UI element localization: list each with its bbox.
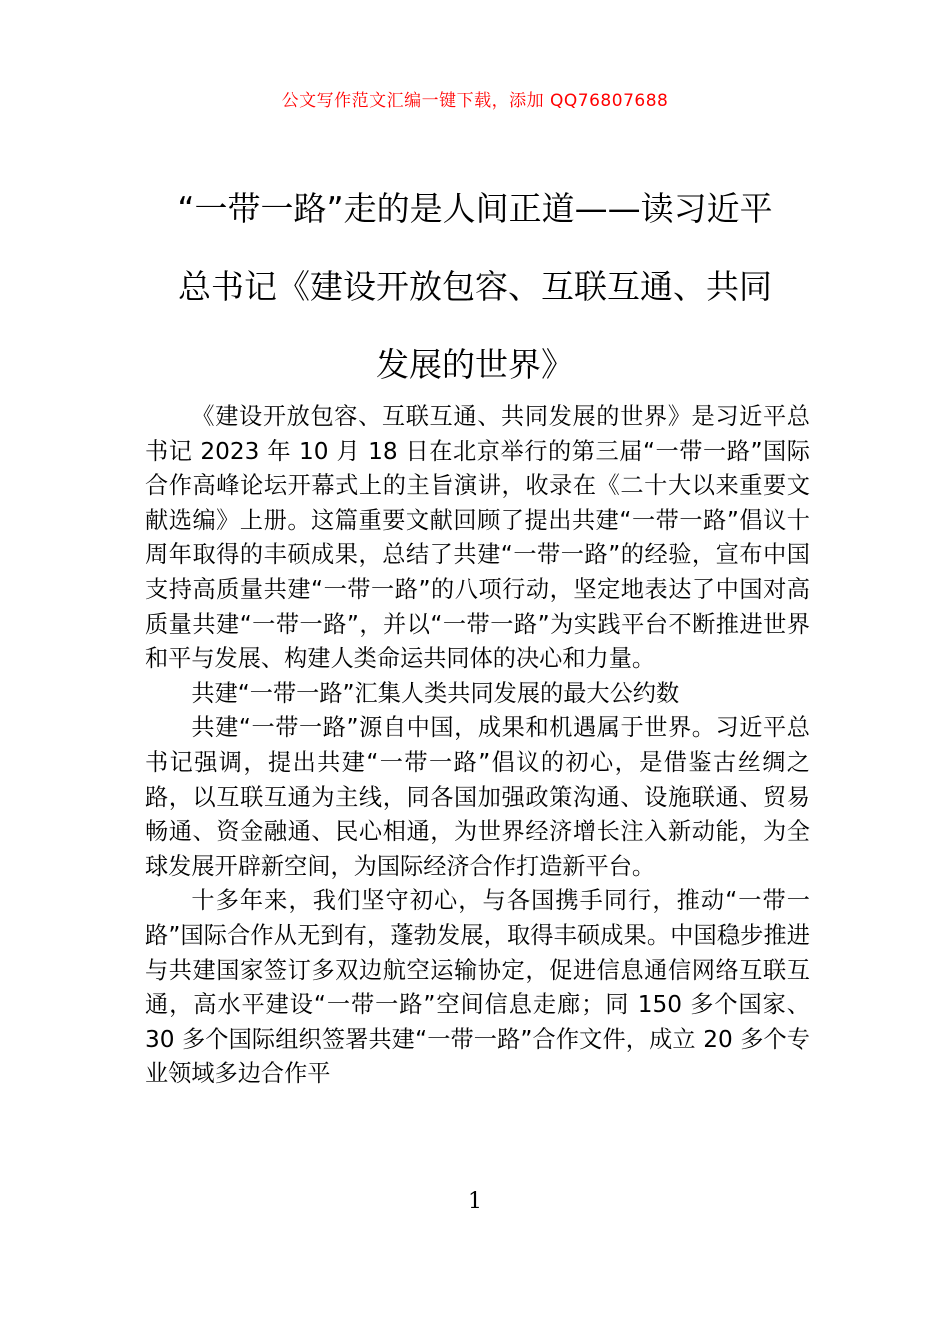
paragraph-achievements: 十多年来，我们坚守初心，与各国携手同行，推动“一带一路”国际合作从无到有，蓬勃发展，取得丰硕成果。中国稳步推进与共建国家签订多双边航空运输协定，促进信息通信网络互联互通，高水平建设“一带一路”空间信息走廊；同 150 多个国家、30 多个国际组织签署共建“一带一路”合作文件，成立 20 多个专业领域多边合作平 <box>145 887 810 1088</box>
title-line-1: “一带一路”走的是人间正道——读习近平 <box>177 189 773 228</box>
download-promo-note: 公文写作范文汇编一键下载，添加 QQ76807688 <box>281 91 669 111</box>
article-body <box>145 400 810 1092</box>
page-number: 1 <box>468 1189 482 1214</box>
paragraph-origin: 共建“一带一路”源自中国，成果和机遇属于世界。习近平总书记强调，提出共建“一带一路”倡议的初心，是借鉴古丝绸之路，以互联互通为主线，同各国加强政策沟通、设施联通、贸易畅通、资金融通、民心相通，为世界经济增长注入新动能，为全球发展开辟新空间，为国际经济合作打造新平台。 <box>145 714 810 880</box>
article-title <box>120 170 830 404</box>
title-line-3: 发展的世界》 <box>376 345 574 384</box>
paragraph-intro: 《建设开放包容、互联互通、共同发展的世界》是习近平总书记 2023 年 10 月 18 日在北京举行的第三届“一带一路”国际合作高峰论坛开幕式上的主旨演讲，收录在《二十大以来重要文献选编》上册。这篇重要文献回顾了提出共建“一带一路”倡议十周年取得的丰硕成果，总结了共建“一带一路”的经验，宣布中国支持高质量共建“一带一路”的八项行动，坚定地表达了中国对高质量共建“一带一路”，并以“一带一路”为实践平台不断推进世界和平与发展、构建人类命运共同体的决心和力量。 <box>145 403 810 673</box>
title-line-2: 总书记《建设开放包容、互联互通、共同 <box>178 267 772 306</box>
section-heading: 共建“一带一路”汇集人类共同发展的最大公约数 <box>191 679 680 707</box>
